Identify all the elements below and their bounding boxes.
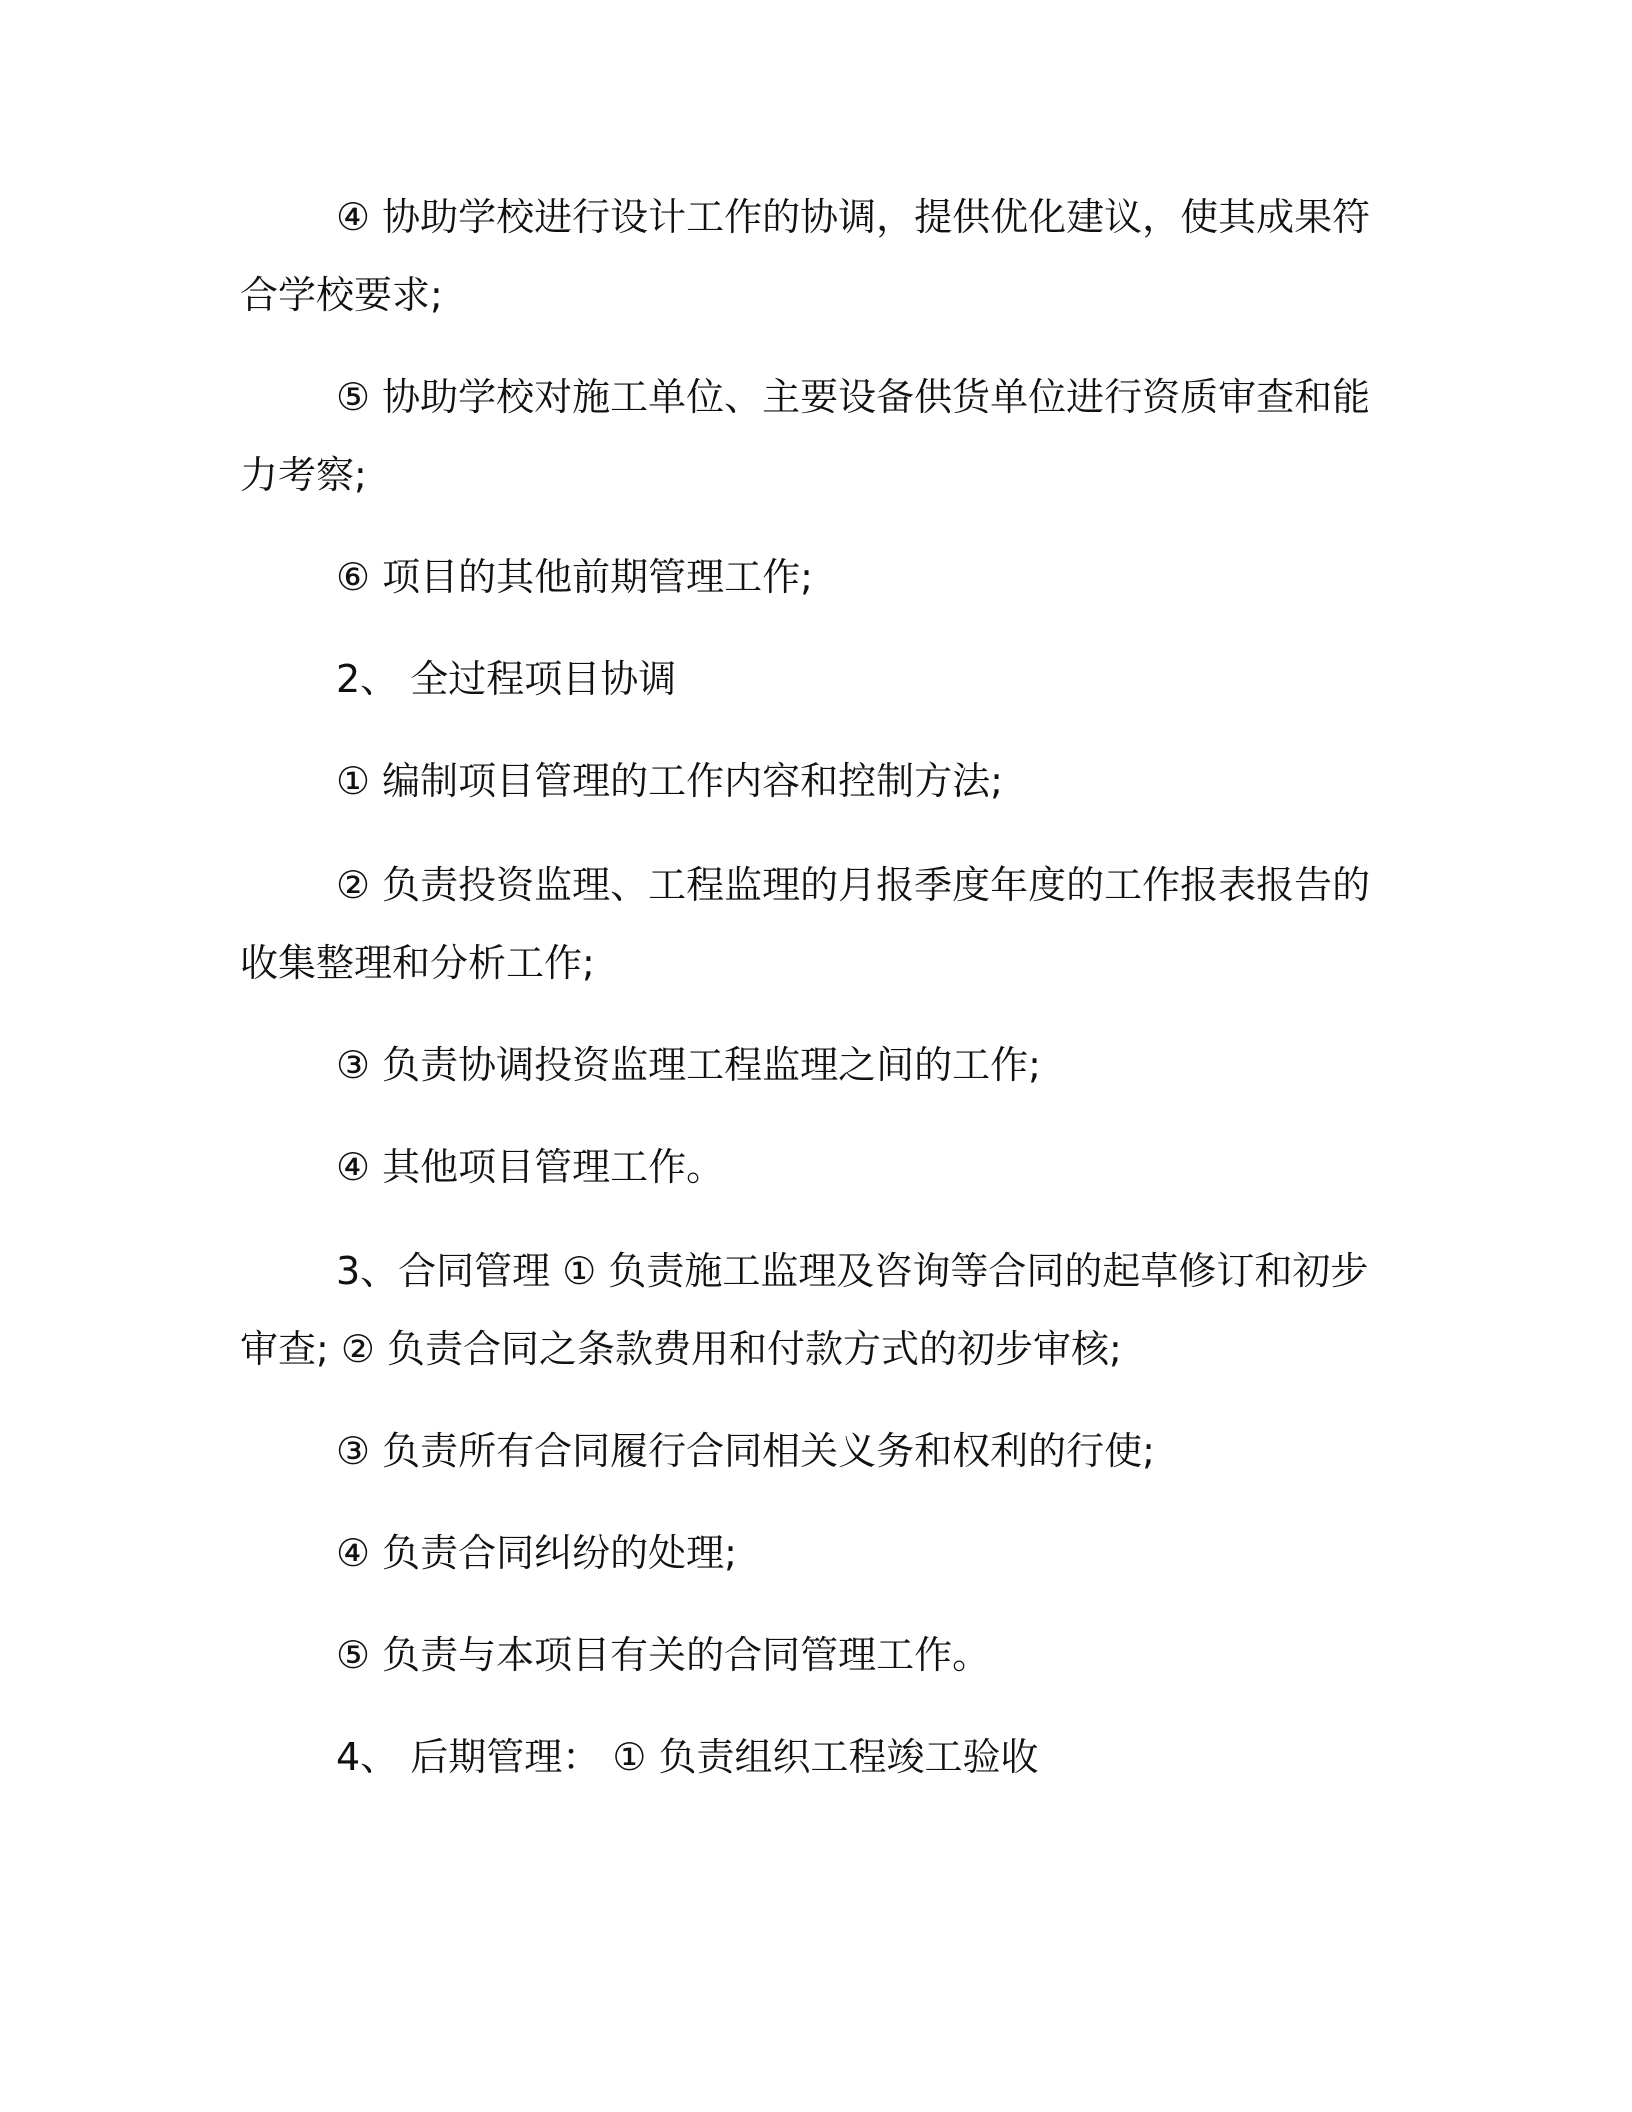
paragraph-design-coordination: ④ 协助学校进行设计工作的协调，提供优化建议，使其成果符合学校要求; [240, 195, 1371, 317]
paragraph-contract-disputes: ④ 负责合同纠纷的处理; [336, 1531, 737, 1575]
section-later-management: 4、 后期管理： ① 负责组织工程竣工验收 [336, 1735, 1039, 1779]
paragraph-other-project-management: ④ 其他项目管理工作。 [336, 1145, 725, 1189]
paragraph-contract-obligations: ③ 负责所有合同履行合同相关义务和权利的行使; [336, 1429, 1155, 1473]
paragraph-other-early-management: ⑥ 项目的其他前期管理工作; [336, 555, 813, 599]
paragraph-reports: ② 负责投资监理、工程监理的月报季度年度的工作报表报告的收集整理和分析工作; [240, 863, 1371, 985]
section-heading-coordination: 2、 全过程项目协调 [336, 657, 677, 701]
paragraph-work-content: ① 编制项目管理的工作内容和控制方法; [336, 759, 1003, 803]
section-contract-management: 3、合同管理 ① 负责施工监理及咨询等合同的起草修订和初步审查; ② 负责合同之条款费用和付款方式的初步审核; [240, 1249, 1369, 1371]
paragraph-coordinate-supervision: ③ 负责协调投资监理工程监理之间的工作; [336, 1043, 1041, 1087]
paragraph-qualification-review: ⑤ 协助学校对施工单位、主要设备供货单位进行资质审查和能力考察; [240, 375, 1371, 497]
paragraph-contract-related-work: ⑤ 负责与本项目有关的合同管理工作。 [336, 1633, 991, 1677]
